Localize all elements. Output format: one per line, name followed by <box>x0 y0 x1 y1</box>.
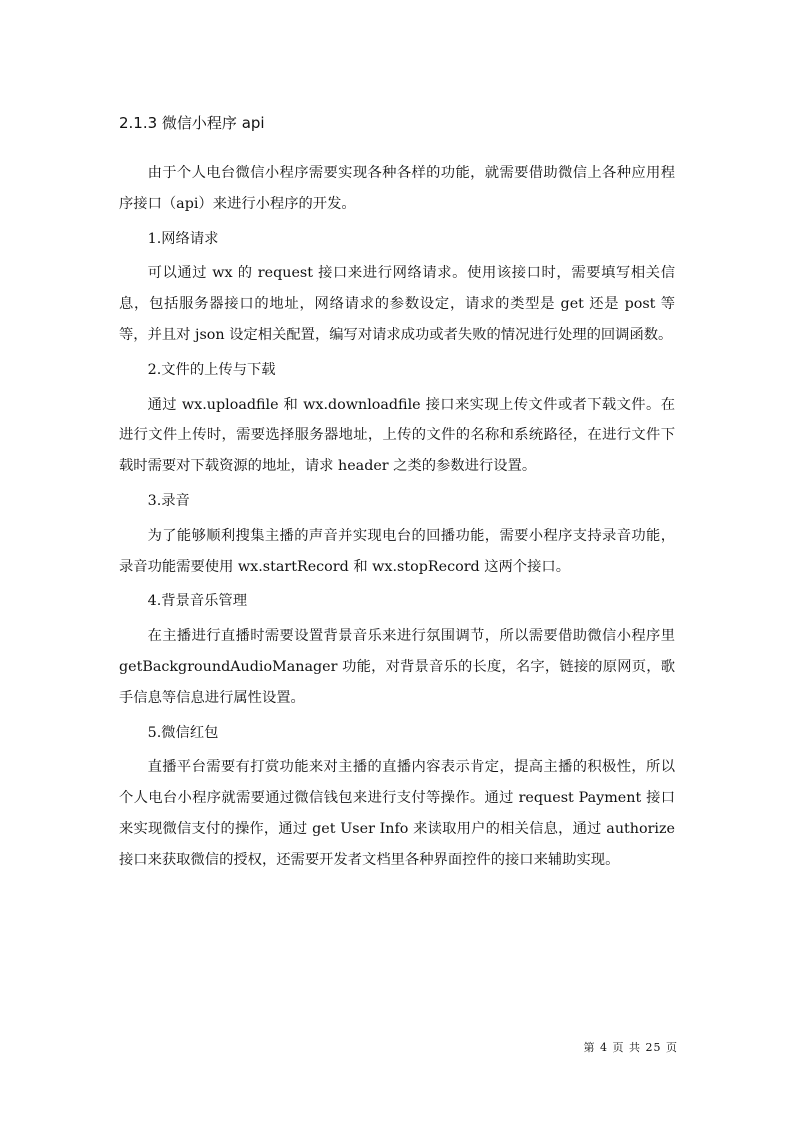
paragraph-red-packet: 直播平台需要有打赏功能来对主播的直播内容表示肯定，提高主播的积极性，所以个人电台小程序就需要通过微信钱包来进行支付等操作。通过 request Payment 接口来实现微信支付的操作，通过 get User Info 来读取用户的相关信息，通过 authorize 接口来获取微信的授权，还需要开发者文档里各种界面控件的接口来辅助实现。 <box>119 759 675 868</box>
paragraph-background-music: 在主播进行直播时需要设置背景音乐来进行氛围调节，所以需要借助微信小程序里 getBackgroundAudioManager 功能，对背景音乐的长度，名字，链接的原网页，歌手信息等信息进行属性设置。 <box>119 628 675 706</box>
subsection-title-background-music: 4.背景音乐管理 <box>147 593 248 610</box>
subsection-title-recording: 3.录音 <box>147 492 190 509</box>
paragraph-file-transfer: 通过 wx.uploadfile 和 wx.downloadfile 接口来实现上传文件或者下载文件。在进行文件上传时，需要选择服务器地址，上传的文件的名称和系统路径，在进行文件下载时需要对下载资源的地址，请求 header 之类的参数进行设置。 <box>119 396 675 475</box>
subsection-title-file-transfer: 2.文件的上传与下载 <box>147 361 276 378</box>
section-heading: 2.1.3 微信小程序 api <box>119 114 265 132</box>
page-number: 第 4 页 共 25 页 <box>583 1041 678 1054</box>
paragraph-recording: 为了能够顺利搜集主播的声音并实现电台的回播功能，需要小程序支持录音功能，录音功能需要使用 wx.startRecord 和 wx.stopRecord 这两个接口。 <box>119 527 675 575</box>
subsection-title-red-packet: 5.微信红包 <box>147 724 219 741</box>
paragraph-network: 可以通过 wx 的 request 接口来进行网络请求。使用该接口时，需要填写相关信息，包括服务器接口的地址，网络请求的参数设定，请求的类型是 get 还是 post 等等，并且对 json 设定相关配置，编写对请求成功或者失败的情况进行处理的回调函数。 <box>119 265 675 343</box>
subsection-title-network: 1.网络请求 <box>147 230 219 247</box>
intro-paragraph: 由于个人电台微信小程序需要实现各种各样的功能，就需要借助微信上各种应用程序接口（api）来进行小程序的开发。 <box>119 165 675 212</box>
document-body <box>119 158 675 880</box>
